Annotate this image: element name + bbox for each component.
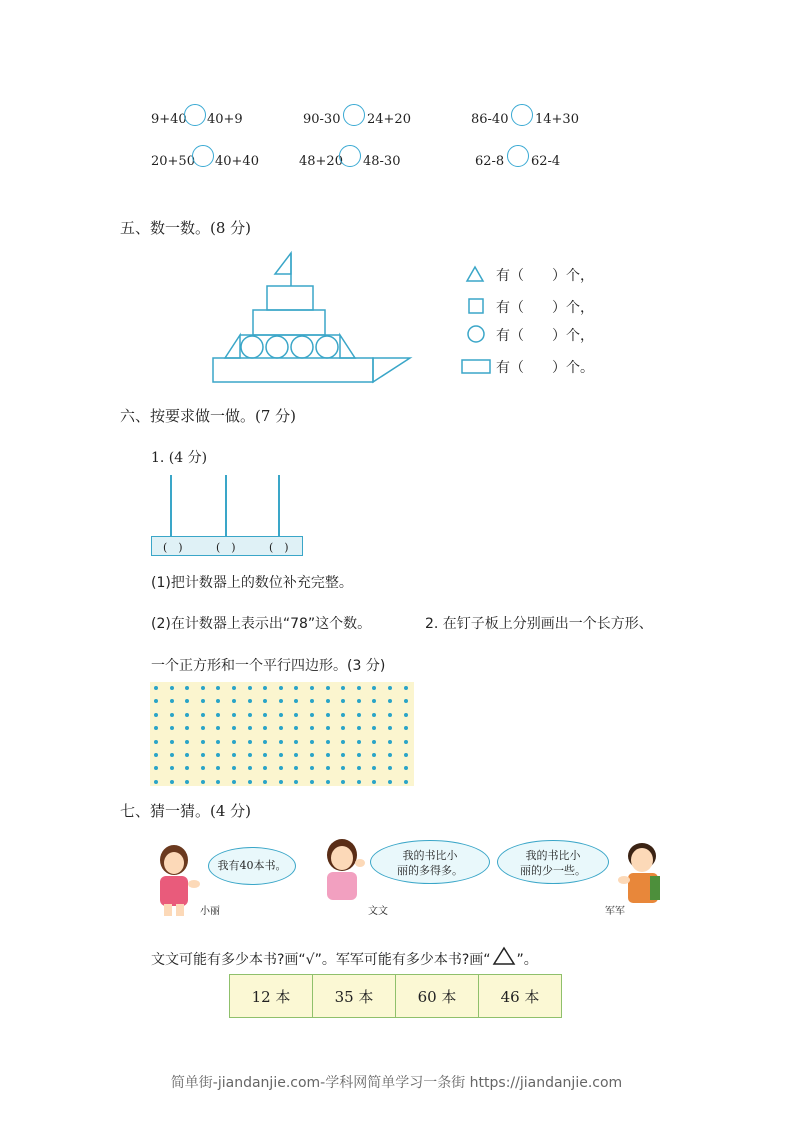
peg-dot	[341, 699, 345, 703]
peg-dot	[248, 780, 252, 784]
peg-dot	[294, 740, 298, 744]
peg-dot	[185, 699, 189, 703]
place-value-blank[interactable]: ( )	[269, 541, 289, 554]
peg-dot	[154, 686, 158, 690]
compare-circle[interactable]	[511, 104, 533, 126]
page-footer: 简单街-jiandanjie.com-学科网简单学习一条街 https://jiandanjie.com	[170, 1075, 623, 1091]
peg-dot	[357, 766, 361, 770]
compare-right: 14+30	[535, 112, 579, 127]
ship-figure	[205, 250, 415, 385]
peg-dot	[357, 740, 361, 744]
peg-dot	[216, 740, 220, 744]
peg-board[interactable]	[150, 682, 414, 786]
compare-left: 62-8	[475, 154, 505, 169]
answer-option[interactable]: 12 本	[230, 975, 313, 1018]
peg-dot	[154, 740, 158, 744]
triangle-icon	[465, 265, 485, 283]
section-title: 五、数一数。(8 分)	[120, 219, 252, 237]
peg-dot	[263, 753, 267, 757]
peg-dot	[154, 766, 158, 770]
question-text: 一个正方形和一个平行四边形。(3 分)	[151, 658, 386, 674]
guess-question	[151, 946, 538, 969]
peg-dot	[388, 726, 392, 730]
speech-bubble	[370, 840, 490, 884]
compare-right: 48-30	[363, 154, 401, 169]
peg-dot	[201, 686, 205, 690]
peg-dot	[372, 740, 376, 744]
peg-dot	[154, 713, 158, 717]
speech-text: 我的书比小	[402, 849, 458, 862]
square-icon	[467, 297, 485, 315]
peg-dot	[404, 766, 408, 770]
compare-circle[interactable]	[507, 145, 529, 167]
speech-text: 丽的少一些。	[520, 864, 586, 877]
peg-dot	[388, 713, 392, 717]
peg-dot	[372, 766, 376, 770]
peg-dot	[294, 686, 298, 690]
answer-option[interactable]: 60 本	[396, 975, 479, 1018]
peg-dot	[201, 713, 205, 717]
peg-dot	[341, 780, 345, 784]
peg-dot	[404, 699, 408, 703]
peg-dot	[248, 740, 252, 744]
question-text: ”。	[516, 952, 538, 968]
count-line: 有（ ）个，	[496, 328, 594, 344]
peg-dot	[279, 780, 283, 784]
character-name: 军军	[605, 906, 625, 917]
counter-rod	[170, 475, 172, 536]
peg-dot	[404, 780, 408, 784]
answer-option[interactable]: 35 本	[313, 975, 396, 1018]
peg-dot	[216, 753, 220, 757]
compare-left: 20+50	[151, 154, 195, 169]
compare-right: 40+9	[207, 112, 243, 127]
peg-dot	[341, 713, 345, 717]
peg-dot	[154, 699, 158, 703]
peg-dot	[154, 780, 158, 784]
peg-dot	[326, 753, 330, 757]
peg-dot	[232, 780, 236, 784]
peg-dot	[294, 726, 298, 730]
peg-dot	[388, 753, 392, 757]
peg-dot	[341, 726, 345, 730]
peg-dot	[279, 713, 283, 717]
peg-dot	[185, 766, 189, 770]
peg-dot	[294, 699, 298, 703]
peg-dot	[201, 740, 205, 744]
peg-dot	[248, 686, 252, 690]
peg-dot	[404, 686, 408, 690]
compare-right: 62-4	[531, 154, 561, 169]
peg-dot	[294, 780, 298, 784]
girl-figure-icon	[152, 842, 202, 917]
answer-option[interactable]: 46 本	[479, 975, 562, 1018]
speech-text: 我的书比小	[525, 849, 581, 862]
counter-rod	[225, 475, 227, 536]
peg-dot	[232, 713, 236, 717]
place-value-blank[interactable]: ( )	[163, 541, 183, 554]
section-title: 六、按要求做一做。(7 分)	[120, 407, 297, 425]
compare-left: 48+20	[299, 154, 343, 169]
peg-dot	[341, 740, 345, 744]
peg-dot	[170, 726, 174, 730]
peg-dot	[185, 740, 189, 744]
peg-dot	[154, 753, 158, 757]
peg-dot	[404, 753, 408, 757]
peg-dot	[216, 780, 220, 784]
peg-dot	[372, 699, 376, 703]
peg-dot	[201, 766, 205, 770]
question-title: 1. (4 分)	[151, 450, 208, 466]
speech-bubble	[208, 847, 296, 885]
count-line: 有（ ）个，	[496, 268, 594, 284]
circle-icon	[466, 324, 486, 344]
peg-dot	[357, 713, 361, 717]
peg-dot	[248, 766, 252, 770]
peg-dot	[310, 713, 314, 717]
rectangle-icon	[460, 358, 492, 376]
answer-options-table	[229, 974, 562, 1018]
question-text: 2. 在钉子板上分别画出一个长方形、	[425, 616, 653, 632]
peg-dot	[232, 726, 236, 730]
peg-dot	[216, 713, 220, 717]
peg-dot	[201, 726, 205, 730]
count-line: 有（ ）个，	[496, 300, 594, 316]
peg-dot	[279, 753, 283, 757]
peg-dot	[154, 726, 158, 730]
peg-dot	[341, 766, 345, 770]
compare-right: 24+20	[367, 112, 411, 127]
peg-dot	[232, 699, 236, 703]
peg-dot	[263, 699, 267, 703]
peg-dot	[263, 686, 267, 690]
peg-dot	[341, 753, 345, 757]
peg-dot	[170, 699, 174, 703]
peg-dot	[279, 726, 283, 730]
peg-dot	[216, 686, 220, 690]
peg-dot	[232, 740, 236, 744]
compare-circle[interactable]	[192, 145, 214, 167]
peg-dot	[388, 766, 392, 770]
peg-dot	[388, 686, 392, 690]
peg-dot	[216, 766, 220, 770]
peg-dot	[326, 713, 330, 717]
peg-dot	[294, 713, 298, 717]
peg-dot	[279, 699, 283, 703]
peg-dot	[341, 686, 345, 690]
peg-dot	[372, 780, 376, 784]
compare-circle[interactable]	[339, 145, 361, 167]
peg-dot	[388, 780, 392, 784]
peg-dot	[170, 780, 174, 784]
peg-dot	[357, 686, 361, 690]
peg-dot	[326, 726, 330, 730]
peg-dot	[279, 740, 283, 744]
peg-dot	[404, 740, 408, 744]
peg-dot	[170, 753, 174, 757]
compare-circle[interactable]	[343, 104, 365, 126]
peg-dot	[310, 699, 314, 703]
peg-dot	[310, 766, 314, 770]
peg-dot	[357, 726, 361, 730]
counter-rod	[278, 475, 280, 536]
compare-left: 90-30	[303, 112, 341, 127]
peg-dot	[357, 780, 361, 784]
peg-dot	[357, 753, 361, 757]
speech-text: 丽的多得多。	[397, 864, 463, 877]
place-value-blank[interactable]: ( )	[216, 541, 236, 554]
peg-dot	[185, 726, 189, 730]
question-text: (2)在计数器上表示出“78”这个数。	[151, 616, 372, 632]
peg-dot	[388, 740, 392, 744]
peg-dot	[201, 753, 205, 757]
peg-dot	[326, 686, 330, 690]
character-name: 文文	[368, 906, 388, 917]
peg-dot	[326, 740, 330, 744]
peg-dot	[248, 753, 252, 757]
peg-dot	[185, 753, 189, 757]
peg-dot	[326, 699, 330, 703]
peg-dot	[372, 726, 376, 730]
peg-dot	[294, 753, 298, 757]
peg-dot	[263, 780, 267, 784]
peg-dot	[263, 726, 267, 730]
section-title: 七、猜一猜。(4 分)	[120, 802, 252, 820]
compare-left: 9+40	[151, 112, 187, 127]
peg-dot	[310, 726, 314, 730]
count-line: 有（ ）个。	[496, 360, 594, 376]
peg-dot	[310, 686, 314, 690]
peg-dot	[201, 780, 205, 784]
peg-dot	[201, 699, 205, 703]
speech-text: 我有40本书。	[217, 859, 287, 872]
compare-right: 40+40	[215, 154, 259, 169]
peg-dot	[357, 699, 361, 703]
character-name: 小丽	[200, 906, 220, 917]
peg-dot	[263, 766, 267, 770]
speech-bubble	[497, 840, 609, 884]
peg-dot	[310, 740, 314, 744]
peg-dot	[170, 713, 174, 717]
peg-dot	[185, 686, 189, 690]
peg-dot	[216, 726, 220, 730]
question-text: 文文可能有多少本书?画“√”。军军可能有多少本书?画“	[151, 952, 491, 968]
peg-dot	[216, 699, 220, 703]
peg-dot	[185, 780, 189, 784]
peg-dot	[310, 753, 314, 757]
peg-dot	[294, 766, 298, 770]
peg-dot	[232, 753, 236, 757]
peg-dot	[185, 713, 189, 717]
question-text: (1)把计数器上的数位补充完整。	[151, 575, 353, 591]
peg-dot	[372, 753, 376, 757]
peg-dot	[279, 766, 283, 770]
peg-dot	[326, 780, 330, 784]
compare-circle[interactable]	[184, 104, 206, 126]
peg-dot	[248, 726, 252, 730]
compare-left: 86-40	[471, 112, 509, 127]
peg-dot	[170, 766, 174, 770]
peg-dot	[248, 713, 252, 717]
triangle-icon	[491, 946, 517, 966]
peg-dot	[248, 699, 252, 703]
peg-dot	[372, 713, 376, 717]
peg-dot	[372, 686, 376, 690]
peg-dot	[170, 740, 174, 744]
boy-figure-icon	[612, 840, 667, 908]
girl-figure-icon	[315, 835, 370, 903]
peg-dot	[263, 740, 267, 744]
peg-dot	[279, 686, 283, 690]
peg-dot	[326, 766, 330, 770]
peg-dot	[310, 780, 314, 784]
peg-dot	[263, 713, 267, 717]
peg-dot	[232, 766, 236, 770]
peg-dot	[170, 686, 174, 690]
peg-dot	[404, 726, 408, 730]
peg-dot	[232, 686, 236, 690]
peg-dot	[388, 699, 392, 703]
peg-dot	[404, 713, 408, 717]
